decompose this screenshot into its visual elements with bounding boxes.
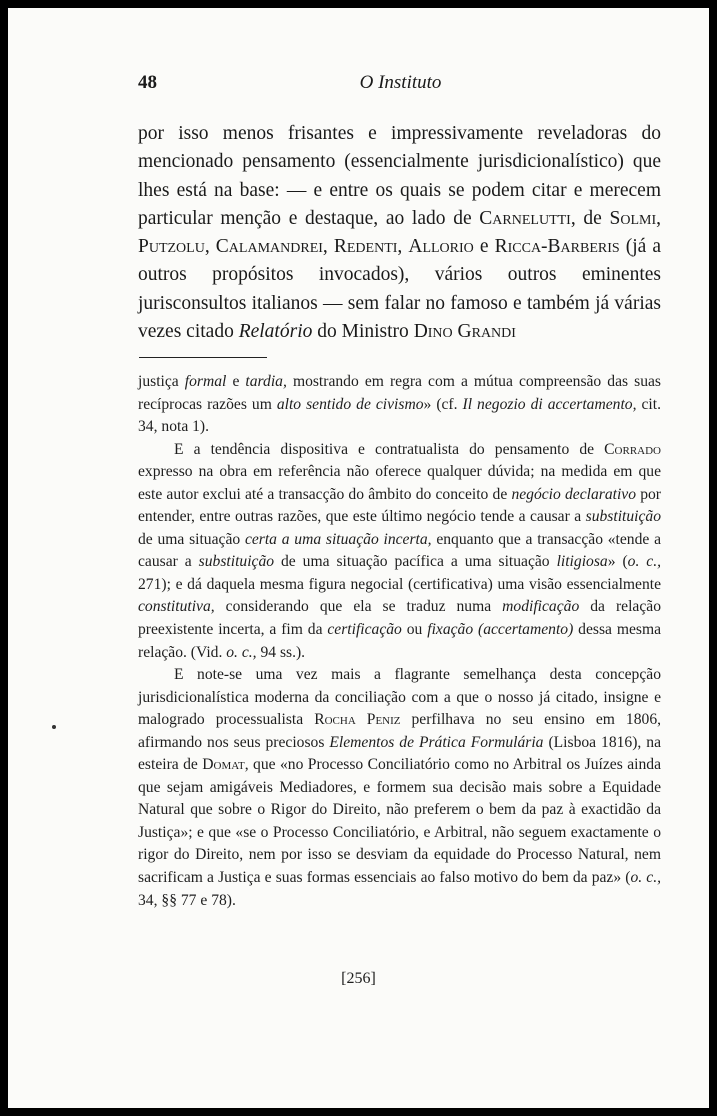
- running-title: O Instituto: [359, 72, 442, 93]
- text-run: do Ministro: [312, 321, 414, 343]
- author-name: Solmi: [609, 207, 657, 229]
- author-name: Redenti: [333, 236, 398, 258]
- text-run: ,: [656, 207, 661, 229]
- author-name: Putzolu: [138, 236, 205, 258]
- footnote-paragraph: E a tendência dispositiva e contratualista do pensamento de Corrado expresso na obra em referência não oferece qualquer dúvida; na medida em que este autor exclui até a transacção do âmbito do conceito de negócio declarativo por entender, entre outras razões, que este último negócio tende a causar a substituição de uma situação certa a uma situação incerta, enquanto que a transacção «tende a causar a substituição de uma situação pacífica a uma situação litigiosa» (o. c., 271); e dá daquela mesma figura negocial (certificativa) uma visão essencialmente constitutiva, considerando que ela se traduz numa modificação da relação preexistente incerta, a fim da certificação ou fixação (accertamento) dessa mesma relação. (Vid. o. c., 94 ss.).: [138, 440, 662, 661]
- author-name: Allorio: [408, 236, 474, 258]
- footnote-paragraph: E note-se uma vez mais a flagrante semelhança desta concepção jurisdicionalística moderna da conciliação com a que o nosso já citado, insigne e malogrado processualista Rocha Peniz perfilhava no seu ensino em 1806, afirmando nos seus preciosos Elementos de Prática Formulária (Lisboa 1816), na esteira de Domat, que «no Processo Conciliatório como no Arbitral os Juízes ainda que sejam amigáveis Mediadores, e formem sua decisão mais sobre a Equidade Natural que sobre o Rigor do Direito, não preferem o bem da paz à exactidão da Justiça»; e que «se o Processo Conciliatório, e Arbitral, não seguem exactamente o rigor do Direito, nem por isso se desviam da equidade do Processo Natural, nem sacrificam a Justiça e suas formas essenciais ao falso motivo do bem da paz» (o. c., 34, §§ 77 e 78).: [138, 666, 662, 909]
- text-run: ,: [397, 236, 409, 258]
- author-name: Domat: [202, 756, 245, 774]
- author-name: Carnelutti: [479, 207, 571, 229]
- author-name: Ricca-Barberis: [494, 236, 620, 258]
- text-run: e: [473, 236, 495, 258]
- page-number: 48: [138, 72, 157, 93]
- page-header: [138, 72, 663, 98]
- text-run: ,: [322, 236, 334, 258]
- text-run: (já a outros propósitos invocados), vários outros eminentes jurisconsultos italianos — sem falar no famoso e também já várias vezes citado: [138, 236, 662, 343]
- folio-number: [256]: [341, 970, 376, 987]
- footnote-paragraph: justiça formal e tardia, mostrando em regra com a mútua compreensão das suas recíprocas razões um alto sentido de civismo» (cf. Il negozio di accertamento, cit. 34, nota 1).: [138, 373, 661, 436]
- text-run: ,: [204, 236, 216, 258]
- margin-mark: [52, 725, 56, 729]
- work-title: Relatório: [238, 321, 313, 343]
- author-name: Calamandrei: [215, 236, 323, 258]
- book-page: [8, 8, 709, 1108]
- text-run: por isso menos frisantes e impressivamente reveladoras do mencionado pensamento (essencialmente jurisdicionalístico) que lhes está na base: — e entre os quais se podem citar e merecem particular menção e destaque, ao lado de: [138, 123, 661, 229]
- author-name: Dino Grandi: [413, 321, 516, 343]
- main-paragraph: [138, 120, 661, 346]
- footnote-separator: [139, 357, 267, 358]
- footnote-block: [138, 371, 661, 912]
- author-name: Rocha Peniz: [314, 711, 401, 729]
- text-run: , de: [570, 207, 610, 229]
- author-name: Corrado: [604, 440, 661, 458]
